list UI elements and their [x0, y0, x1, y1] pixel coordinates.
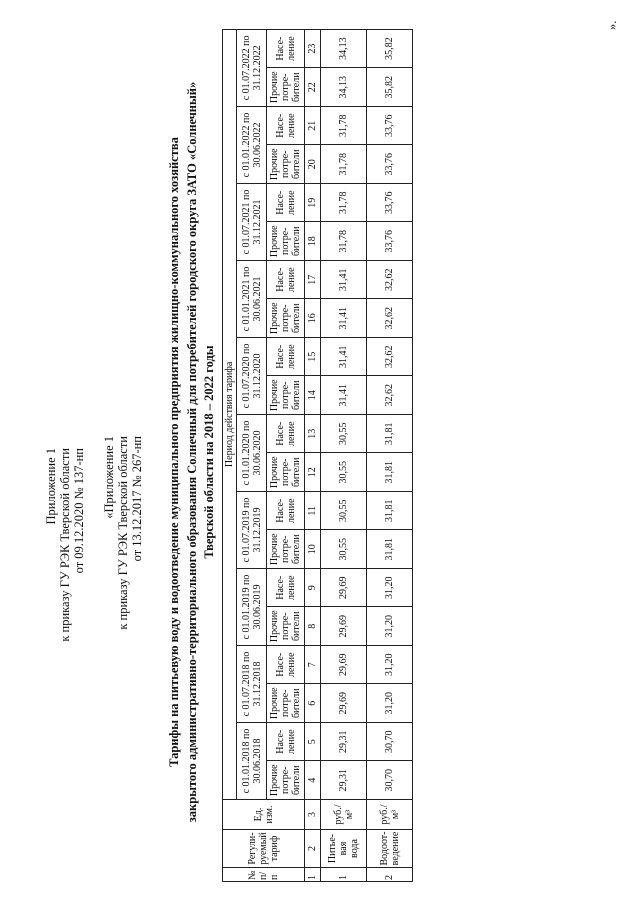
column-number: 10 [305, 530, 321, 569]
column-number: 23 [305, 29, 321, 68]
subheader-other-consumers: Прочие потре-бители [267, 761, 305, 800]
column-number: 3 [305, 800, 321, 830]
appendix-header-line: «Приложение 1 [102, 436, 116, 519]
col-header-no: № п/п [223, 868, 305, 882]
tariff-value: 31,41 [321, 299, 367, 338]
tariff-value: 33,76 [367, 145, 413, 184]
subheader-population: Насе-ление [267, 29, 305, 68]
unit-cell: руб./м³ [367, 800, 413, 830]
tariff-value: 31,81 [367, 415, 413, 454]
column-number: 15 [305, 338, 321, 377]
tariff-value: 30,55 [321, 453, 367, 492]
tariff-value: 29,69 [321, 607, 367, 646]
tariff-value: 31,78 [321, 184, 367, 223]
column-number: 2 [305, 830, 321, 868]
period-cell: с 01.01.2022 по 30.06.2022 [237, 107, 267, 184]
tariff-value: 33,76 [367, 222, 413, 261]
tariff-value: 29,69 [321, 684, 367, 723]
subheader-other-consumers: Прочие потре-бители [267, 222, 305, 261]
col-header-tariff: Регули-руемый тариф [223, 830, 305, 868]
period-cell: с 01.01.2018 по 30.06.2018 [237, 723, 267, 800]
tariff-value: 31,81 [367, 492, 413, 531]
period-cell: с 01.01.2020 по 30.06.2020 [237, 415, 267, 492]
subheader-other-consumers: Прочие потре-бители [267, 607, 305, 646]
column-number: 16 [305, 299, 321, 338]
column-number: 12 [305, 453, 321, 492]
tariff-name: Питье-вая вода [321, 830, 367, 868]
column-number: 11 [305, 492, 321, 531]
tariff-value: 35,82 [367, 68, 413, 107]
appendix-header-line: от 13.12.2017 № 267-нп [130, 436, 144, 562]
unit-cell: руб./м³ [321, 800, 367, 830]
tariff-value: 30,55 [321, 530, 367, 569]
row-number: 2 [367, 868, 413, 882]
tariff-value: 31,78 [321, 222, 367, 261]
period-row [237, 29, 267, 881]
subheader-population: Насе-ление [267, 261, 305, 300]
tariff-value: 35,82 [367, 29, 413, 68]
column-number: 5 [305, 723, 321, 762]
column-number: 9 [305, 569, 321, 608]
column-number: 19 [305, 184, 321, 223]
tariff-value: 29,31 [321, 723, 367, 762]
column-number: 6 [305, 684, 321, 723]
tariff-value: 34,13 [321, 68, 367, 107]
subheader-population: Насе-ление [267, 107, 305, 146]
appendix-header [44, 448, 86, 642]
column-number: 21 [305, 107, 321, 146]
subheader-other-consumers: Прочие потре-бители [267, 299, 305, 338]
period-cell: с 01.01.2019 по 30.06.2019 [237, 569, 267, 646]
col-header-unit: Ед. изм. [223, 800, 305, 830]
closing-quote: ». [605, 20, 619, 30]
period-header: Период действия тарифа [223, 29, 237, 799]
appendix-header-line: к приказу ГУ РЭК Тверской области [58, 448, 72, 642]
period-cell: с 01.01.2021 по 30.06.2021 [237, 261, 267, 338]
tariff-value: 30,55 [321, 492, 367, 531]
subheader-population: Насе-ление [267, 184, 305, 223]
subheader-population: Насе-ление [267, 646, 305, 685]
subheader-other-consumers: Прочие потре-бители [267, 145, 305, 184]
column-number: 20 [305, 145, 321, 184]
period-cell: с 01.07.2021 по 31.12.2021 [237, 184, 267, 261]
column-number: 17 [305, 261, 321, 300]
column-number: 22 [305, 68, 321, 107]
tariff-value: 31,81 [367, 530, 413, 569]
tariff-table [222, 29, 413, 882]
tariff-value: 32,62 [367, 338, 413, 377]
tariff-value: 30,55 [321, 415, 367, 454]
header-row [223, 29, 237, 881]
tariff-value: 31,20 [367, 569, 413, 608]
tariff-value: 31,20 [367, 607, 413, 646]
document-title-line: закрытого административно-территориального образования Солнечный для потребителей городского округа ЗАТО «Солнечный» [185, 81, 199, 823]
tariff-value: 32,62 [367, 261, 413, 300]
subheader-population: Насе-ление [267, 415, 305, 454]
column-number: 4 [305, 761, 321, 800]
previous-appendix-header [102, 436, 144, 630]
tariff-name: Водоот-ведение [367, 830, 413, 868]
tariff-value: 31,20 [367, 646, 413, 685]
subheader-other-consumers: Прочие потре-бители [267, 684, 305, 723]
period-cell: с 01.07.2019 по 31.12.2019 [237, 492, 267, 569]
table-row [321, 29, 367, 881]
column-number: 7 [305, 646, 321, 685]
period-cell: с 01.07.2018 по 31.12.2018 [237, 646, 267, 723]
tariff-value: 33,76 [367, 107, 413, 146]
subheader-row [267, 29, 305, 881]
tariff-value: 33,76 [367, 184, 413, 223]
tariff-value: 31,81 [367, 453, 413, 492]
tariff-value: 31,41 [321, 338, 367, 377]
subheader-population: Насе-ление [267, 338, 305, 377]
tariff-value: 31,20 [367, 684, 413, 723]
tariff-value: 31,78 [321, 107, 367, 146]
column-number: 13 [305, 415, 321, 454]
tariff-value: 31,41 [321, 376, 367, 415]
appendix-header-line: к приказу ГУ РЭК Тверской области [116, 436, 130, 630]
appendix-header-line: Приложение 1 [44, 448, 58, 525]
tariff-value: 29,31 [321, 761, 367, 800]
subheader-population: Насе-ление [267, 492, 305, 531]
tariff-value: 32,62 [367, 299, 413, 338]
subheader-other-consumers: Прочие потре-бители [267, 376, 305, 415]
period-cell: с 01.07.2022 по 31.12.2022 [237, 29, 267, 106]
column-number: 14 [305, 376, 321, 415]
table-row [367, 29, 413, 881]
subheader-other-consumers: Прочие потре-бители [267, 530, 305, 569]
tariff-value: 32,62 [367, 376, 413, 415]
tariff-value: 31,78 [321, 145, 367, 184]
row-number: 1 [321, 868, 367, 882]
period-cell: с 01.07.2020 по 31.12.2020 [237, 338, 267, 415]
column-number: 8 [305, 607, 321, 646]
document-title-line: Тверской области на 2018 – 2022 годы [202, 345, 216, 559]
column-number: 18 [305, 222, 321, 261]
tariff-value: 29,69 [321, 646, 367, 685]
tariff-value: 29,69 [321, 569, 367, 608]
tariff-value: 30,70 [367, 723, 413, 762]
column-number: 1 [305, 868, 321, 882]
tariff-value: 30,70 [367, 761, 413, 800]
column-number-row [305, 29, 321, 881]
document-title-line: Тарифы на питьевую воду и водоотведение муниципального предприятия жилищно-коммунального хозяйства [167, 137, 181, 767]
subheader-other-consumers: Прочие потре-бители [267, 68, 305, 107]
subheader-population: Насе-ление [267, 569, 305, 608]
subheader-other-consumers: Прочие потре-бители [267, 453, 305, 492]
tariff-value: 31,41 [321, 261, 367, 300]
subheader-population: Насе-ление [267, 723, 305, 762]
tariff-value: 34,13 [321, 29, 367, 68]
appendix-header-line: от 09.12.2020 № 137-нп [72, 448, 86, 574]
